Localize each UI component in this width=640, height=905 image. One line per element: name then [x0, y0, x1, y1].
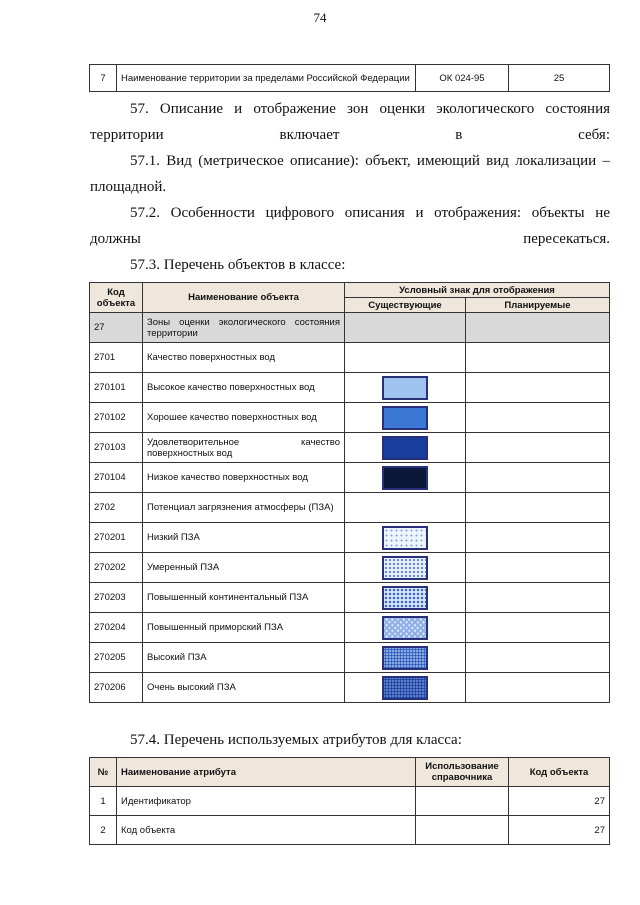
object-name: Низкий ПЗА [143, 523, 345, 553]
object-code: 270204 [90, 613, 143, 643]
existing-symbol-cell [345, 343, 466, 373]
planned-symbol-cell [466, 523, 610, 553]
object-name: Низкое качество поверхностных вод [143, 463, 345, 493]
header-number: № [90, 758, 117, 787]
object-name: Потенциал загрязнения атмосферы (ПЗА) [143, 493, 345, 523]
legend-swatch [382, 616, 428, 640]
existing-symbol-cell [345, 373, 466, 403]
planned-symbol-cell [466, 433, 610, 463]
header-planned: Планируемые [466, 298, 610, 313]
existing-symbol-cell [345, 463, 466, 493]
object-name: Повышенный континентальный ПЗА [143, 583, 345, 613]
table-row [90, 816, 610, 845]
table-row [90, 65, 610, 92]
legend-swatch [382, 436, 428, 460]
table-row [90, 673, 610, 703]
legend-swatch [382, 646, 428, 670]
table-row [90, 583, 610, 613]
planned-symbol-cell [466, 643, 610, 673]
legend-swatch [382, 406, 428, 430]
table-row [90, 403, 610, 433]
object-code: 270205 [90, 643, 143, 673]
object-code: 270202 [90, 553, 143, 583]
object-name: Качество поверхностных вод [143, 343, 345, 373]
attr-reference [416, 816, 509, 845]
table-row [90, 343, 610, 373]
planned-symbol-cell [466, 493, 610, 523]
object-code: 2701 [90, 343, 143, 373]
legend-swatch [382, 676, 428, 700]
attr-code: 27 [509, 816, 610, 845]
table-row [90, 613, 610, 643]
attr-name: Код объекта [117, 816, 416, 845]
legend-swatch [382, 466, 428, 490]
object-name: Удовлетворительное качество поверхностных вод [143, 433, 345, 463]
object-code: 270203 [90, 583, 143, 613]
planned-symbol-cell [466, 343, 610, 373]
table-row [90, 643, 610, 673]
object-name: Повышенный приморский ПЗА [143, 613, 345, 643]
planned-symbol-cell [466, 553, 610, 583]
object-code: 27 [90, 313, 143, 343]
legend-swatch [382, 556, 428, 580]
object-code: 270102 [90, 403, 143, 433]
header-attribute-name: Наименование атрибута [117, 758, 416, 787]
row-code: 25 [509, 65, 610, 92]
legend-swatch [382, 526, 428, 550]
existing-symbol-cell [345, 523, 466, 553]
existing-symbol-cell [345, 313, 466, 343]
object-code: 270104 [90, 463, 143, 493]
existing-symbol-cell [345, 493, 466, 523]
existing-symbol-cell [345, 553, 466, 583]
planned-symbol-cell [466, 313, 610, 343]
table-row [90, 493, 610, 523]
paragraph-57-2: 57.2. Особенности цифрового описания и отображения: объекты не должны пересекаться. [90, 205, 610, 247]
existing-symbol-cell [345, 583, 466, 613]
object-name: Высокое качество поверхностных вод [143, 373, 345, 403]
planned-symbol-cell [466, 463, 610, 493]
existing-symbol-cell [345, 613, 466, 643]
header-reference: Использование справочника [416, 758, 509, 787]
object-code: 270201 [90, 523, 143, 553]
legend-swatch [382, 376, 428, 400]
paragraph-57-4: 57.4. Перечень используемых атрибутов для класса: [130, 732, 462, 748]
attr-name: Идентификатор [117, 787, 416, 816]
attributes-table [89, 757, 610, 845]
object-code: 270101 [90, 373, 143, 403]
table-row [90, 553, 610, 583]
table-row [90, 313, 610, 343]
attr-number: 1 [90, 787, 117, 816]
paragraph-57-3: 57.3. Перечень объектов в классе: [130, 257, 346, 273]
existing-symbol-cell [345, 433, 466, 463]
page-number: 74 [313, 10, 327, 25]
object-code: 270103 [90, 433, 143, 463]
existing-symbol-cell [345, 673, 466, 703]
table-row [90, 373, 610, 403]
planned-symbol-cell [466, 583, 610, 613]
header-symbol: Условный знак для отображения [345, 283, 610, 298]
planned-symbol-cell [466, 613, 610, 643]
paragraph-57-1: 57.1. Вид (метрическое описание): объект, имеющий вид локализации – площадной. [90, 153, 610, 195]
attr-code: 27 [509, 787, 610, 816]
attr-reference [416, 787, 509, 816]
object-code: 2702 [90, 493, 143, 523]
planned-symbol-cell [466, 373, 610, 403]
row-reference: ОК 024-95 [416, 65, 509, 92]
table-row [90, 463, 610, 493]
object-name: Хорошее качество поверхностных вод [143, 403, 345, 433]
planned-symbol-cell [466, 403, 610, 433]
row-name: Наименование территории за пределами Российской Федерации [117, 65, 416, 92]
table-row [90, 523, 610, 553]
previous-table-fragment [89, 64, 610, 92]
paragraph-57: 57. Описание и отображение зон оценки экологического состояния территории включает в себя: [90, 101, 610, 143]
object-code: 270206 [90, 673, 143, 703]
legend-swatch [382, 586, 428, 610]
planned-symbol-cell [466, 673, 610, 703]
objects-table [89, 282, 610, 703]
existing-symbol-cell [345, 403, 466, 433]
object-name: Высокий ПЗА [143, 643, 345, 673]
header-code: Код объекта [90, 283, 143, 313]
table-row [90, 433, 610, 463]
header-object-code: Код объекта [509, 758, 610, 787]
object-name: Умеренный ПЗА [143, 553, 345, 583]
existing-symbol-cell [345, 643, 466, 673]
header-name: Наименование объекта [143, 283, 345, 313]
row-number: 7 [90, 65, 117, 92]
object-name: Зоны оценки экологического состояния территории [143, 313, 345, 343]
table-row [90, 787, 610, 816]
object-name: Очень высокий ПЗА [143, 673, 345, 703]
header-existing: Существующие [345, 298, 466, 313]
attr-number: 2 [90, 816, 117, 845]
